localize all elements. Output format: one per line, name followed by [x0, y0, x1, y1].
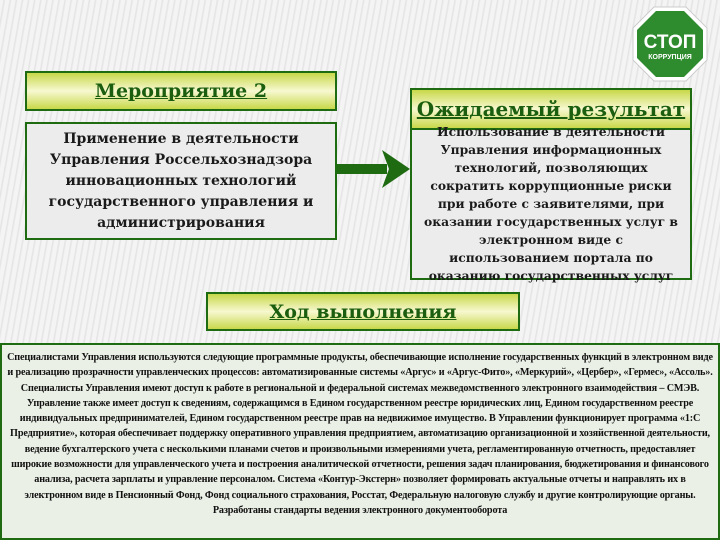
result-box [410, 124, 692, 283]
stop-corruption-logo [632, 6, 708, 82]
measure-title: Мероприятие 2 [94, 80, 268, 102]
progress-header [206, 292, 520, 331]
progress-title: Ход выполнения [269, 300, 457, 323]
progress-box [0, 343, 720, 540]
svg-text:КОРРУПЦИЯ: КОРРУПЦИЯ [648, 54, 692, 61]
result-title: Ожидаемый результат [416, 97, 686, 121]
measure-header [25, 71, 337, 111]
progress-text: Специалистами Управления используются следующие программные продукты, обеспечивающие исполнение государственных функций в электронном виде и реализацию прозрачности управленческих процессов: автоматизированные системы «Аргус» и «Аргус-Фито», «Меркурий», «Цербер», «Гермес», «Ассоль». Специалисты Управления имеют доступ к работе в региональной и федеральной системах межведомственного электронного взаимодействия – СМЭВ. Управление также имеет доступ к сведениям, содержащимся в Едином государственном реестре юридических лиц, Едином государственном реестре индивидуальных предпринимателей, Едином государственном реестре прав на недвижимое имущество. В Управлении функционирует программа «1:С Предприятие», которая обеспечивает поддержку оперативного управления предприятием, автоматизацию организационной и хозяйственной деятельности, ведение бухгалтерского учета с несколькими планами счетов и произвольными измерениями учета, регламентированную отчетность, предоставляет широкие возможности для управленческого учета и построения аналитической отчетности, решения задач планирования, бюджетирования и финансового анализа, расчета зарплаты и управление персоналом. Система «Контур-Экстерн» позволяет формировать актуальные отчеты и направлять их в электронном виде в Пенсионный Фонд, Фонд социального страхования, Росстат, Федеральную налоговую службу и другие контролирующие органы. Разработаны стандарты ведения электронного документооборота [7, 352, 713, 516]
measure-text: Применение в деятельности Управления Россельхознадзора инновационных технологий государственного управления и администрирования [48, 130, 314, 231]
svg-text:СТОП: СТОП [643, 32, 697, 53]
arrow-right-icon [337, 150, 413, 188]
result-text: Использование в деятельности Управления информационных технологий, позволяющих сократить коррупционные риски при работе с заявителями, при оказании государственных услуг в электронном виде с использованием портала по оказанию государственных услуг [424, 124, 678, 283]
measure-box [25, 122, 337, 240]
